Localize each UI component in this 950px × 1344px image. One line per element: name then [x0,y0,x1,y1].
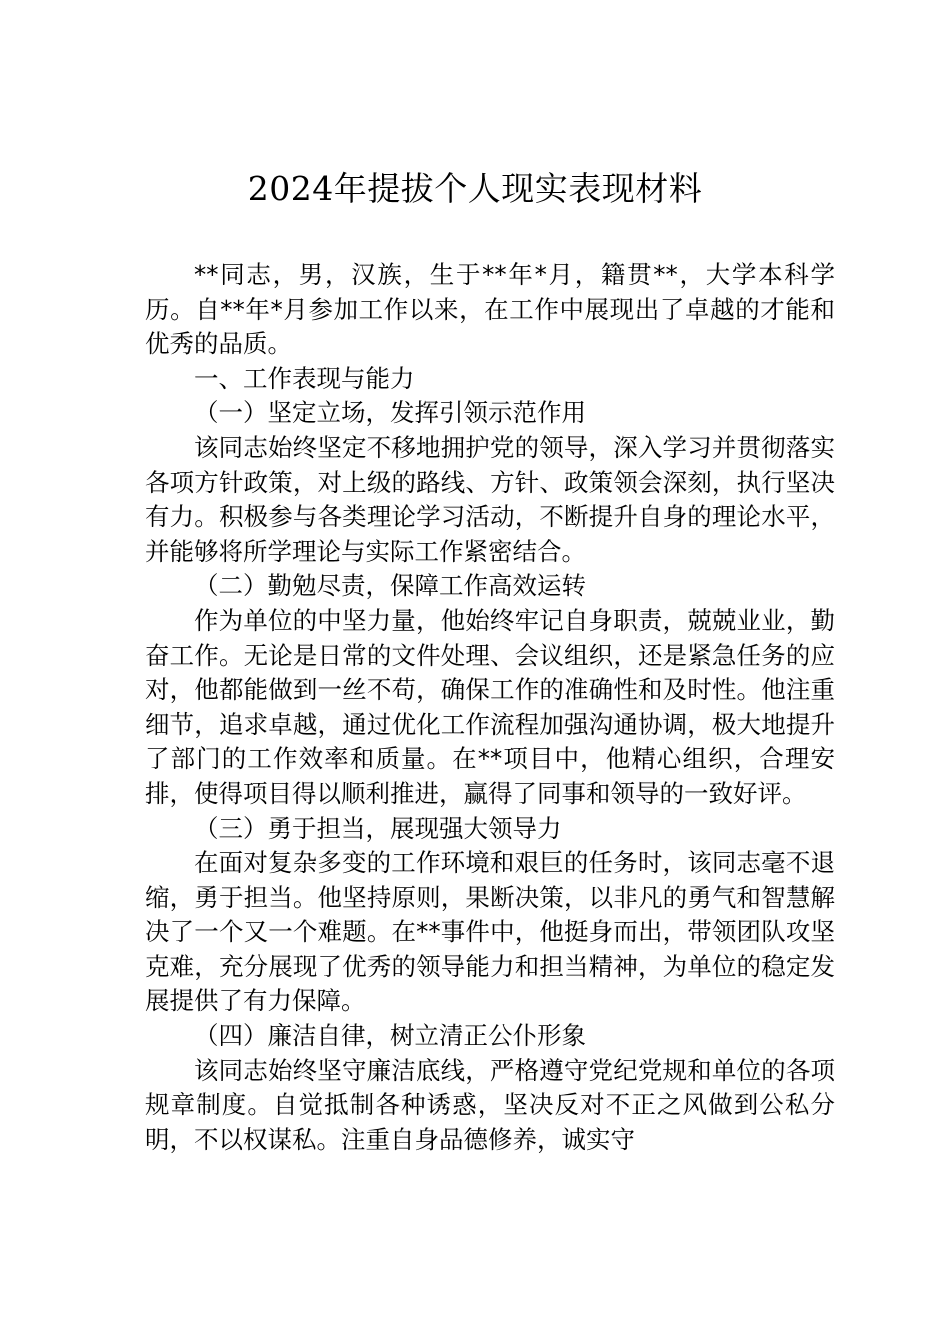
subsection-heading-2: （二）勤勉尽责，保障工作高效运转 [194,571,586,601]
document-title: 2024年提拔个人现实表现材料 [247,169,703,208]
subsection-heading-4: （四）廉洁自律，树立清正公仆形象 [194,1021,586,1051]
subsection-heading-1: （一）坚定立场，发挥引领示范作用 [194,398,586,428]
intro-paragraph: **同志，男，汉族，生于**年*月，籍贯**，大学本科学历。自**年*月参加工作以来，在工作中展现出了卓越的才能和优秀的品质。 [145,260,835,359]
subsection-paragraph-4: 该同志始终坚守廉洁底线，严格遵守党纪党规和单位的各项规章制度。自觉抵制各种诱惑，坚决反对不正之风做到公私分明，不以权谋私。注重自身品德修养，诚实守 [145,1055,835,1154]
subsection-paragraph-2: 作为单位的中坚力量，他始终牢记自身职责，兢兢业业，勤奋工作。无论是日常的文件处理、会议组织，还是紧急任务的应对，他都能做到一丝不苟，确保工作的准确性和及时性。他注重细节，追求卓越，通过优化工作流程加强沟通协调，极大地提升了部门的工作效率和质量。在**项目中，他精心组织，合理安排，使得项目得以顺利推进，赢得了同事和领导的一致好评。 [145,605,835,808]
subsection-paragraph-3: 在面对复杂多变的工作环境和艰巨的任务时，该同志毫不退缩，勇于担当。他坚持原则，果断决策，以非凡的勇气和智慧解决了一个又一个难题。在**事件中，他挺身而出，带领团队攻坚克难，充分展现了优秀的领导能力和担当精神，为单位的稳定发展提供了有力保障。 [145,848,835,1016]
document-body [145,258,835,1157]
subsection-paragraph-1: 该同志始终坚定不移地拥护党的领导，深入学习并贯彻落实各项方针政策，对上级的路线、方针、政策领会深刻，执行坚决有力。积极参与各类理论学习活动，不断提升自身的理论水平，并能够将所学理论与实际工作紧密结合。 [145,432,835,566]
subsection-heading-3: （三）勇于担当，展现强大领导力 [194,813,562,843]
section-heading-1: 一、工作表现与能力 [194,363,415,393]
